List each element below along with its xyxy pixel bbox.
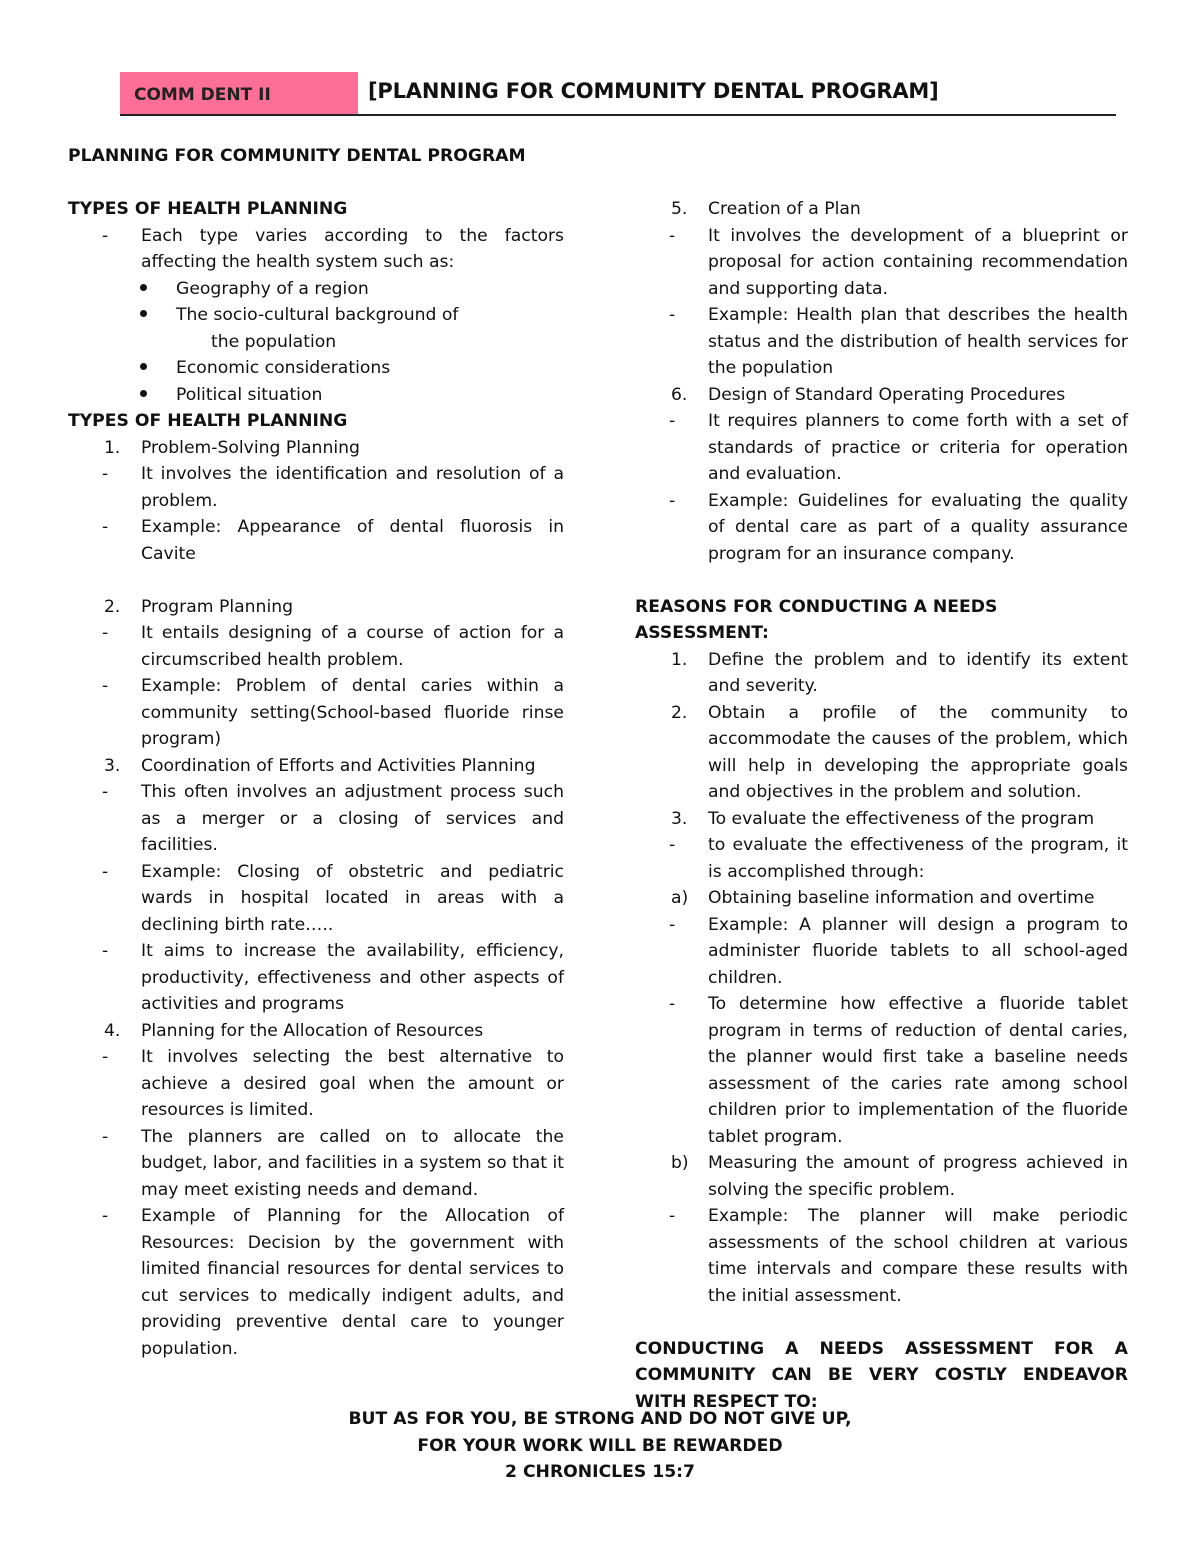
numbered-item: 6. Design of Standard Operating Procedures xyxy=(671,384,1066,405)
numbered-item: 2. Program Planning xyxy=(104,596,294,617)
numbered-item: 2. Obtain a profile of the community to accommodate the causes of the problem, which will help in developing the appropriate goals and objectives in the problem and solution. xyxy=(671,702,1128,802)
page-heading: PLANNING FOR COMMUNITY DENTAL PROGRAM xyxy=(68,146,526,166)
course-tag: COMM DENT II xyxy=(120,72,358,114)
list-item: - It requires planners to come forth with a set of standards of practice or criteria for operation and evaluation. xyxy=(669,411,1128,484)
footer-verse xyxy=(0,1406,1200,1486)
bullet-item: Political situation xyxy=(68,382,564,409)
numbered-item: 1. Define the problem and to identify its extent and severity. xyxy=(671,649,1128,696)
numbered-item: 5. Creation of a Plan xyxy=(671,199,861,219)
left-column xyxy=(68,143,564,1362)
list-item: - Example: A planner will design a program to administer fluoride tablets to all school-aged children. xyxy=(669,914,1128,988)
list-item: - The planners are called on to allocate the budget, labor, and facilities in a system so that it may meet existing needs and demand. xyxy=(102,1126,564,1200)
bullet-continuation: the population xyxy=(211,331,337,352)
list-item: - To determine how effective a fluoride tablet program in terms of reduction of dental caries, the planner would first take a baseline needs assessment of the caries rate among school children prior to implementation of the fluoride tablet program. xyxy=(669,994,1128,1147)
right-column xyxy=(635,196,1128,1415)
list-item: - It involves selecting the best alternative to achieve a desired goal when the amount or resources is limited. xyxy=(102,1047,564,1120)
list-item: - This often involves an adjustment process such as a merger or a closing of services and facilities. xyxy=(102,782,564,855)
lettered-item: b) Measuring the amount of progress achieved in solving the specific problem. xyxy=(671,1153,1128,1200)
list-item: - Example: Health plan that describes the health status and the distribution of health services for the population xyxy=(669,305,1128,378)
footer-reference: 2 CHRONICLES 15:7 xyxy=(505,1462,695,1482)
bullet-item: Geography of a region xyxy=(68,276,564,303)
list-item: - Example: The planner will make periodic assessments of the school children at various time intervals and compare these results with the initial assessment. xyxy=(669,1206,1128,1306)
list-item: - Example: Appearance of dental fluorosis in Cavite xyxy=(102,517,564,564)
list-item: - It entails designing of a course of action for a circumscribed health problem. xyxy=(102,623,564,670)
list-item: - It involves the development of a blueprint or proposal for action containing recommendation and supporting data. xyxy=(669,225,1128,299)
section-heading: CONDUCTING A NEEDS ASSESSMENT FOR A COMMUNITY CAN BE VERY COSTLY ENDEAVOR WITH RESPECT TO: xyxy=(635,1338,1128,1412)
list-item: - It aims to increase the availability, efficiency, productivity, effectiveness and other aspects of activities and programs xyxy=(102,941,564,1014)
section-heading: TYPES OF HEALTH PLANNING xyxy=(68,199,348,219)
header-divider xyxy=(120,114,1116,116)
numbered-item: 3. To evaluate the effectiveness of the program xyxy=(671,808,1095,829)
list-item: - Example: Guidelines for evaluating the quality of dental care as part of a quality assurance program for an insurance company. xyxy=(669,490,1128,564)
page-header xyxy=(120,72,1116,116)
bullet-icon xyxy=(140,284,147,291)
section-heading: TYPES OF HEALTH PLANNING xyxy=(68,411,348,431)
list-item: - Example: Closing of obstetric and pediatric wards in hospital located in areas with a declining birth rate….. xyxy=(102,861,564,935)
numbered-item: 4. Planning for the Allocation of Resources xyxy=(104,1020,484,1041)
bullet-icon xyxy=(140,363,147,370)
bullet-icon xyxy=(140,390,147,397)
footer-line: BUT AS FOR YOU, BE STRONG AND DO NOT GIVE UP, xyxy=(348,1409,852,1429)
list-item: - It involves the identification and resolution of a problem. xyxy=(102,464,564,511)
bullet-item: The socio-cultural background of xyxy=(68,302,564,329)
list-item: - Example: Problem of dental caries within a community setting(School-based fluoride rinse program) xyxy=(102,676,564,749)
section-heading: REASONS FOR CONDUCTING A NEEDS ASSESSMENT: xyxy=(635,596,998,643)
numbered-item: 3. Coordination of Efforts and Activities Planning xyxy=(104,755,536,776)
list-item: - Each type varies according to the factors affecting the health system such as: xyxy=(102,225,564,272)
bullet-icon xyxy=(140,310,147,317)
footer-line: FOR YOUR WORK WILL BE REWARDED xyxy=(417,1435,783,1456)
lettered-item: a) Obtaining baseline information and overtime xyxy=(671,888,1095,908)
document-title: [PLANNING FOR COMMUNITY DENTAL PROGRAM] xyxy=(368,79,939,103)
bullet-item: Economic considerations xyxy=(68,355,564,382)
list-item: - Example of Planning for the Allocation of Resources: Decision by the government with limited financial resources for dental services to cut services to medically indigent adults, and providing preventive dental care to younger population. xyxy=(102,1206,564,1359)
numbered-item: 1. Problem-Solving Planning xyxy=(104,437,360,458)
list-item: - to evaluate the effectiveness of the program, it is accomplished through: xyxy=(669,835,1128,882)
